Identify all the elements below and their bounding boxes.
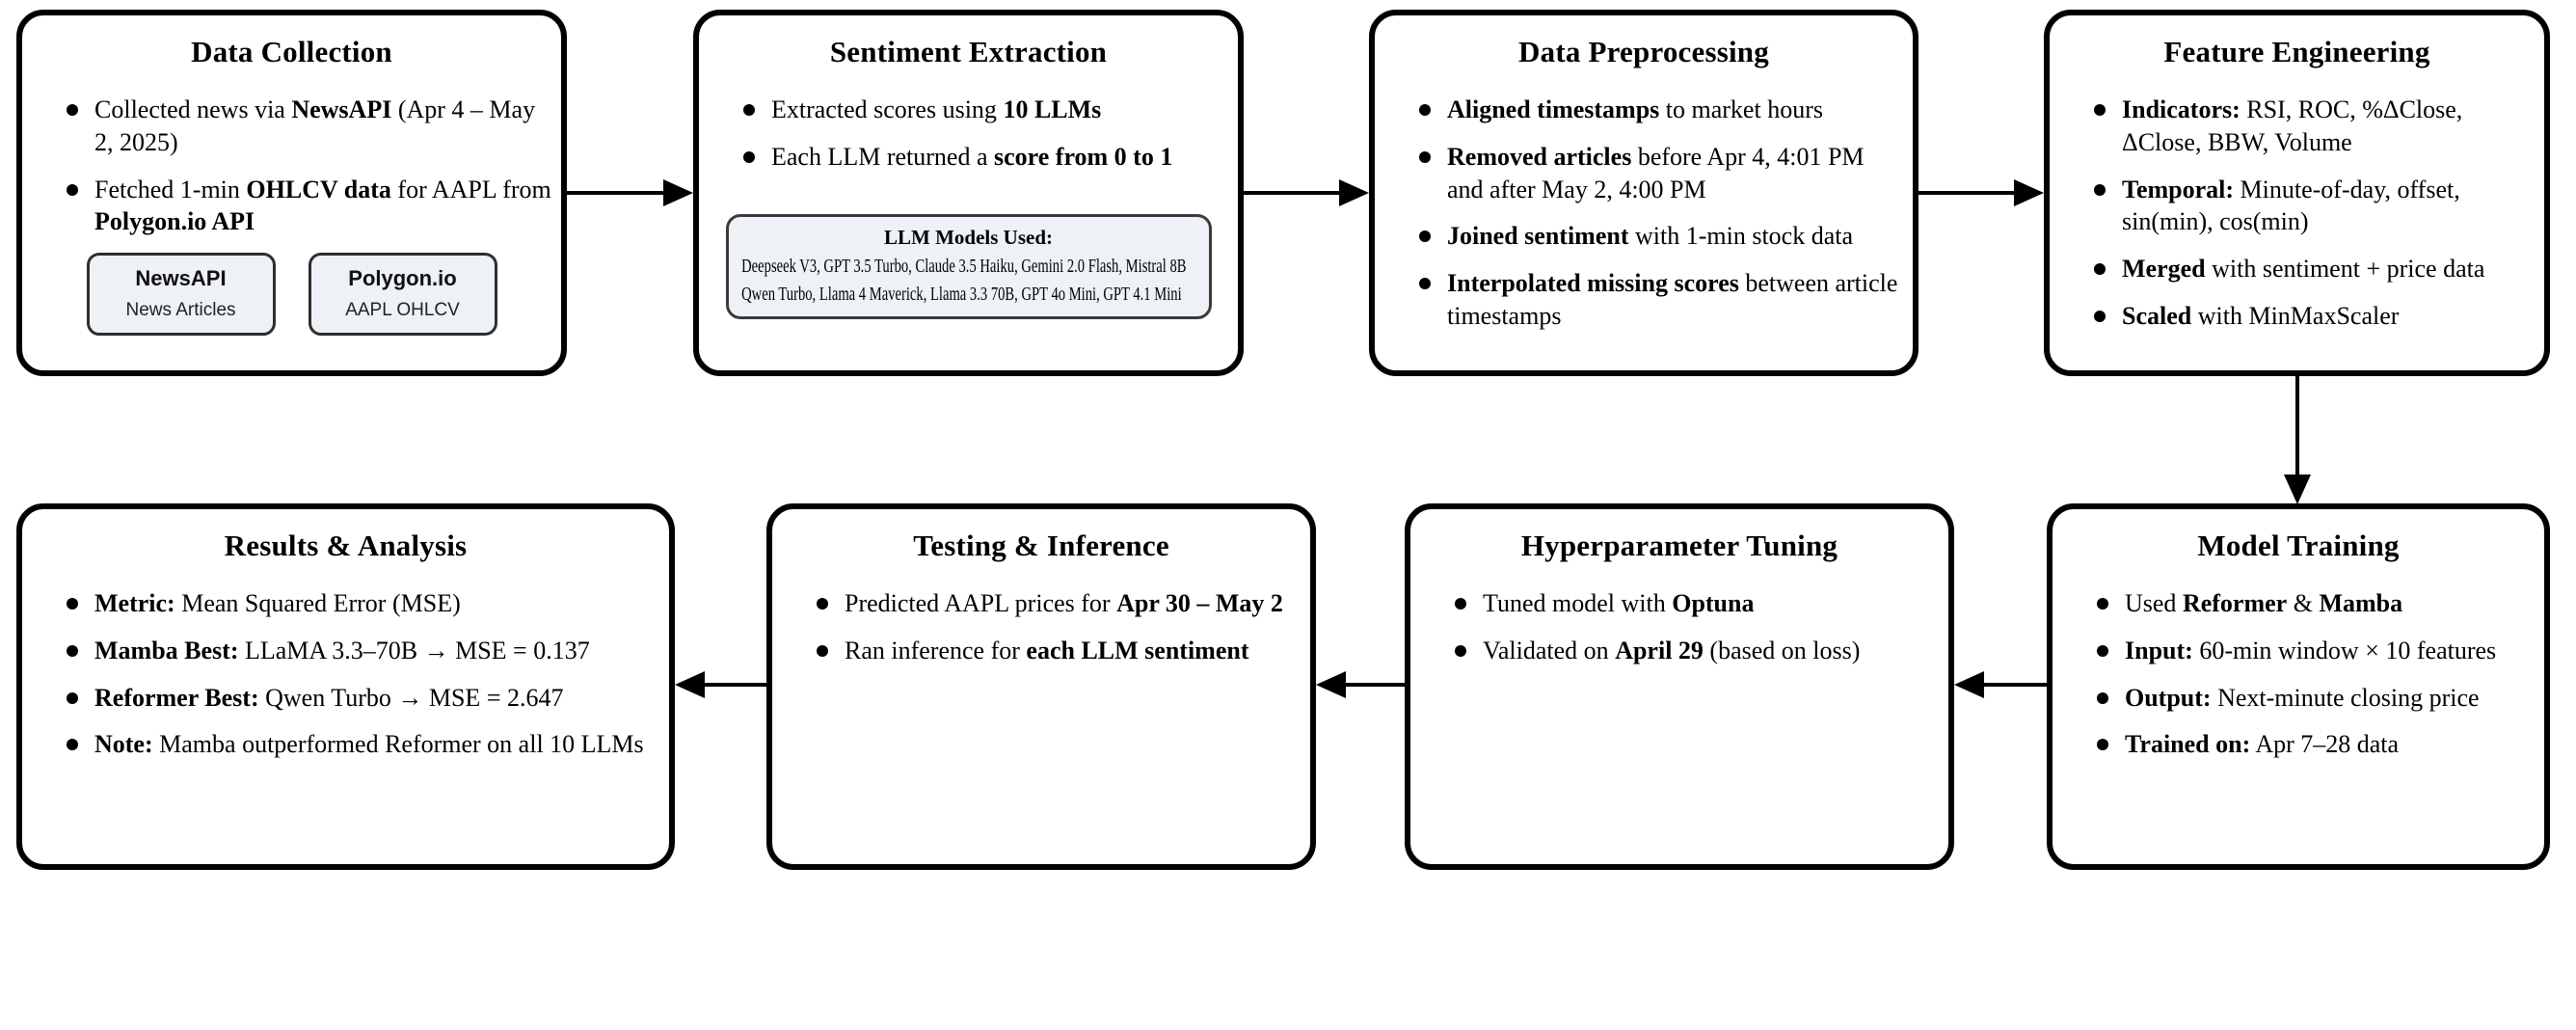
box-title: Sentiment Extraction (829, 35, 1108, 68)
arrow-line (567, 191, 665, 195)
bullet-item: Joined sentiment with 1-min stock data (1417, 220, 1903, 253)
bullet-item: Predicted AAPL prices for Apr 30 – May 2 (815, 587, 1301, 620)
bullet-item: Validated on April 29 (based on loss) (1453, 635, 1939, 667)
chip-desc: News Articles (125, 300, 236, 321)
arrow-line (1983, 683, 2047, 687)
box-testing-inference (766, 503, 1316, 870)
arrow-head-right-icon (2014, 179, 2044, 206)
newsapi-chip (87, 253, 276, 336)
arrow-line (2295, 374, 2299, 476)
box-feature-engineering (2044, 10, 2550, 376)
arrow-head-left-icon (1316, 671, 1346, 698)
arrow-head-right-icon (1339, 179, 1369, 206)
bullet-item: Extracted scores using 10 LLMs (741, 94, 1228, 126)
bullet-item: Fetched 1-min OHLCV data for AAPL from Polygon.io API (65, 174, 551, 239)
box-title: Feature Engineering (2163, 35, 2430, 68)
bullet-item: Output: Next-minute closing price (2095, 682, 2535, 715)
arrow-line (1919, 191, 2015, 195)
data-source-chips (22, 253, 561, 336)
llm-models-subbox (726, 214, 1212, 319)
llm-models-line: Deepseek V3, GPT 3.5 Turbo, Claude 3.5 Haiku, Gemini 2.0 Flash, Mistral 8B (740, 255, 1187, 277)
bullet-list (2050, 94, 2544, 333)
bullet-item: Removed articles before Apr 4, 4:01 PM and after May 2, 4:00 PM (1417, 141, 1903, 206)
bullet-item: Tuned model with Optuna (1453, 587, 1939, 620)
bullet-list (1410, 587, 1948, 667)
bullet-item: Note: Mamba outperformed Reformer on all 10 LLMs (65, 728, 659, 761)
bullet-item: Trained on: Apr 7–28 data (2095, 728, 2535, 761)
box-title: Data Preprocessing (1518, 35, 1769, 68)
bullet-item: Interpolated missing scores between article timestamps (1417, 267, 1903, 333)
arrow-line (1345, 683, 1405, 687)
box-results-analysis (16, 503, 675, 870)
polygonio-chip (309, 253, 497, 336)
llm-models-line: Qwen Turbo, Llama 4 Maverick, Llama 3.3 70B, GPT 4o Mini, GPT 4.1 Mini (740, 283, 1182, 305)
box-title: Data Collection (191, 35, 392, 68)
bullet-item: Indicators: RSI, ROC, %ΔClose, ΔClose, BBW, Volume (2092, 94, 2535, 159)
arrow-line (1244, 191, 1340, 195)
llm-models-heading: LLM Models Used: (884, 225, 1053, 249)
bullet-item: Mamba Best: LLaMA 3.3–70B → MSE = 0.137 (65, 635, 659, 667)
arrow-head-down-icon (2284, 474, 2311, 504)
chip-name: Polygon.io (348, 266, 457, 291)
bullet-item: Metric: Mean Squared Error (MSE) (65, 587, 659, 620)
bullet-list (2053, 587, 2544, 761)
bullet-item: Scaled with MinMaxScaler (2092, 300, 2535, 333)
bullet-list (699, 94, 1238, 174)
box-sentiment-extraction (693, 10, 1244, 376)
arrow-head-left-icon (675, 671, 705, 698)
box-title: Model Training (2197, 529, 2400, 562)
arrow-head-left-icon (1954, 671, 1984, 698)
bullet-item: Reformer Best: Qwen Turbo → MSE = 2.647 (65, 682, 659, 715)
bullet-item: Each LLM returned a score from 0 to 1 (741, 141, 1228, 174)
chip-name: NewsAPI (135, 266, 227, 291)
box-title: Hyperparameter Tuning (1520, 529, 1838, 562)
arrow-head-right-icon (663, 179, 693, 206)
bullet-item: Collected news via NewsAPI (Apr 4 – May 2, 2025) (65, 94, 551, 159)
bullet-list (772, 587, 1310, 667)
box-data-preprocessing (1369, 10, 1919, 376)
bullet-item: Aligned timestamps to market hours (1417, 94, 1903, 126)
bullet-item: Input: 60-min window × 10 features (2095, 635, 2535, 667)
bullet-item: Used Reformer & Mamba (2095, 587, 2535, 620)
bullet-list (22, 587, 669, 761)
box-hyperparameter-tuning (1405, 503, 1954, 870)
box-data-collection (16, 10, 567, 376)
bullet-list (22, 94, 561, 238)
bullet-item: Temporal: Minute-of-day, offset, sin(min), cos(min) (2092, 174, 2535, 239)
box-model-training (2047, 503, 2550, 870)
bullet-list (1375, 94, 1913, 333)
box-title: Testing & Inference (913, 529, 1169, 562)
box-title: Results & Analysis (224, 529, 468, 562)
arrow-line (704, 683, 766, 687)
chip-desc: AAPL OHLCV (345, 300, 460, 321)
bullet-item: Merged with sentiment + price data (2092, 253, 2535, 285)
bullet-item: Ran inference for each LLM sentiment (815, 635, 1301, 667)
